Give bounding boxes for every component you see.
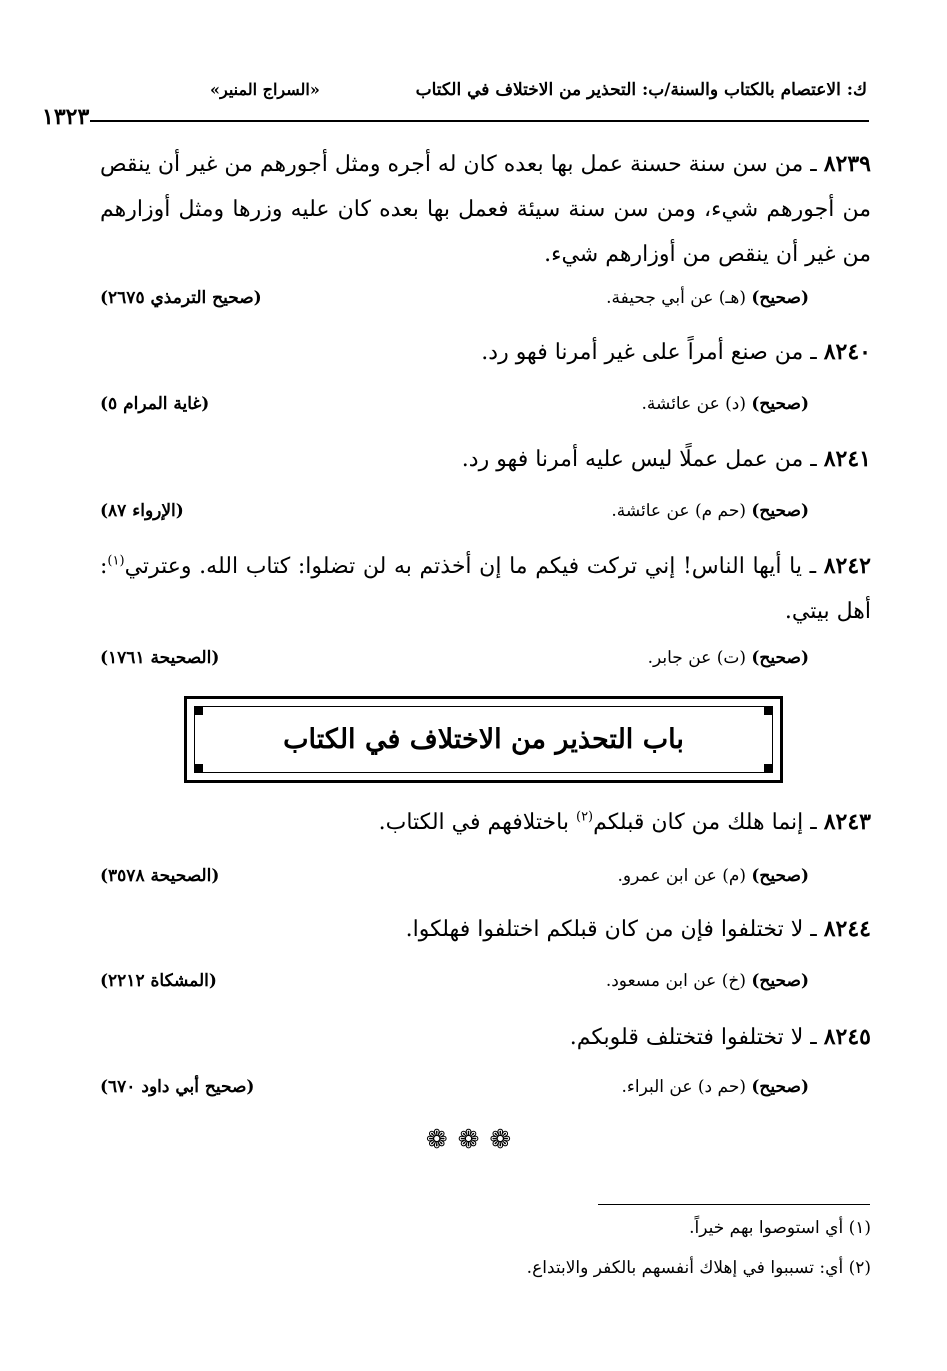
- hadith-8239: [100, 142, 871, 277]
- grade-attribution: (هـ) عن أبي جحيفة.: [606, 288, 746, 308]
- hadith-dash: ـ: [810, 340, 817, 365]
- frame-corner-ornament: [194, 764, 203, 773]
- header-rule: [90, 120, 869, 122]
- hadith-source: (صحيح أبي داود ٦٧٠): [100, 1077, 255, 1097]
- hadith-dash: ـ: [810, 917, 817, 942]
- hadith-text: يا أيها الناس! إني تركت فيكم ما إن أخذتم به لن تضلوا: كتاب الله. وعترتي: [124, 554, 802, 579]
- hadith-grade: [621, 1077, 809, 1097]
- footnote-1: [689, 1218, 871, 1238]
- hadith-source: (صحيح الترمذي ٢٦٧٥): [100, 288, 262, 308]
- hadith-grade: [611, 501, 809, 521]
- hadith-8245: [100, 1015, 871, 1060]
- hadith-text: من عمل عملًا ليس عليه أمرنا فهو رد.: [461, 447, 804, 472]
- frame-corner-ornament: [764, 706, 773, 715]
- hadith-number: ٨٢٤٤: [823, 916, 871, 942]
- grade-label: (صحيح): [751, 971, 809, 991]
- footnote-2: [527, 1258, 871, 1278]
- hadith-text: لا تختلفوا فإن من كان قبلكم اختلفوا فهلكوا.: [405, 917, 804, 942]
- hadith-8244: [100, 907, 871, 952]
- hadith-text: من سن سنة حسنة عمل بها بعده كان له أجره ومثل أجورهم من غير أن ينقص من أجورهم شيء، ومن سن سنة سيئة فعمل بها بعده كان عليه وزرها ومثل أوزارهم من غير أن ينقص من أوزارهم شيء.: [100, 152, 871, 267]
- hadith-grade: [618, 866, 809, 886]
- grade-label: (صحيح): [751, 394, 809, 414]
- hadith-dash: ـ: [810, 1025, 817, 1050]
- footnote-text: أي: تسببوا في إهلاك أنفسهم بالكفر والابتداع.: [526, 1258, 844, 1278]
- footnote-mark: (١): [848, 1218, 871, 1238]
- grade-attribution: (ت) عن جابر.: [647, 648, 746, 668]
- hadith-text: لا تختلفوا فتختلف قلوبكم.: [569, 1025, 804, 1050]
- hadith-8242: [100, 544, 871, 634]
- hadith-dash: ـ: [810, 152, 817, 177]
- hadith-source: (المشكاة ٢٢١٢): [100, 971, 217, 991]
- grade-label: (صحيح): [751, 501, 809, 521]
- chapter-title: باب التحذير من الاختلاف في الكتاب: [283, 724, 684, 755]
- hadith-grade: [642, 394, 809, 414]
- grade-label: (صحيح): [751, 866, 809, 886]
- hadith-8241: [100, 437, 871, 482]
- hadith-dash: ـ: [809, 554, 817, 579]
- hadith-grade: [648, 648, 809, 668]
- grade-attribution: (خ) عن ابن مسعود.: [605, 971, 746, 991]
- hadith-text: إنما هلك من كان قبلكم: [593, 810, 804, 835]
- hadith-source: (الصحيحة ١٧٦١): [100, 648, 220, 668]
- grade-attribution: (حم د) عن البراء.: [621, 1077, 746, 1097]
- hadith-number: ٨٢٤١: [823, 446, 871, 472]
- hadith-source: (الإرواء ٨٧): [100, 501, 184, 521]
- chapter-title-inner-border: [194, 706, 773, 773]
- footnote-marker[interactable]: (٢): [575, 809, 594, 825]
- running-title-book: «السراج المنير»: [210, 80, 320, 99]
- hadith-number: ٨٢٣٩: [823, 151, 871, 177]
- grade-label: (صحيح): [751, 1077, 809, 1097]
- grade-attribution: (م) عن ابن عمرو.: [617, 866, 746, 886]
- frame-corner-ornament: [194, 706, 203, 715]
- hadith-text-cont: : أهل بيتي.: [100, 554, 871, 624]
- footnote-separator: [598, 1204, 870, 1205]
- hadith-number: ٨٢٤٣: [823, 809, 871, 835]
- section-end-ornaments: ❁❁❁: [425, 1125, 522, 1155]
- hadith-dash: ـ: [810, 447, 817, 472]
- footnote-text: أي استوصوا بهم خيراً.: [689, 1218, 844, 1238]
- hadith-number: ٨٢٤٢: [823, 553, 871, 579]
- frame-corner-ornament: [764, 764, 773, 773]
- hadith-number: ٨٢٤٠: [823, 339, 871, 365]
- grade-label: (صحيح): [751, 288, 809, 308]
- grade-attribution: (د) عن عائشة.: [641, 394, 746, 414]
- hadith-grade: [606, 971, 809, 991]
- hadith-8240: [100, 330, 871, 375]
- grade-label: (صحيح): [751, 648, 809, 668]
- footnote-marker[interactable]: (١): [107, 553, 125, 569]
- hadith-text-cont: باختلافهم في الكتاب.: [378, 810, 576, 835]
- grade-attribution: (حم م) عن عائشة.: [611, 501, 746, 521]
- hadith-grade: [606, 288, 809, 308]
- chapter-title-frame: [184, 696, 783, 783]
- hadith-dash: ـ: [810, 810, 817, 835]
- page-number: ١٣٢٣: [42, 104, 90, 130]
- hadith-source: (غاية المرام ٥): [100, 394, 210, 414]
- hadith-number: ٨٢٤٥: [823, 1024, 871, 1050]
- hadith-source: (الصحيحة ٣٥٧٨): [100, 866, 220, 886]
- hadith-8243: [100, 800, 871, 845]
- footnote-mark: (٢): [848, 1258, 871, 1278]
- hadith-text: من صنع أمراً على غير أمرنا فهو رد.: [481, 340, 804, 365]
- running-title-chapter: ك: الاعتصام بالكتاب والسنة/ب: التحذير من الاختلاف في الكتاب: [415, 80, 867, 100]
